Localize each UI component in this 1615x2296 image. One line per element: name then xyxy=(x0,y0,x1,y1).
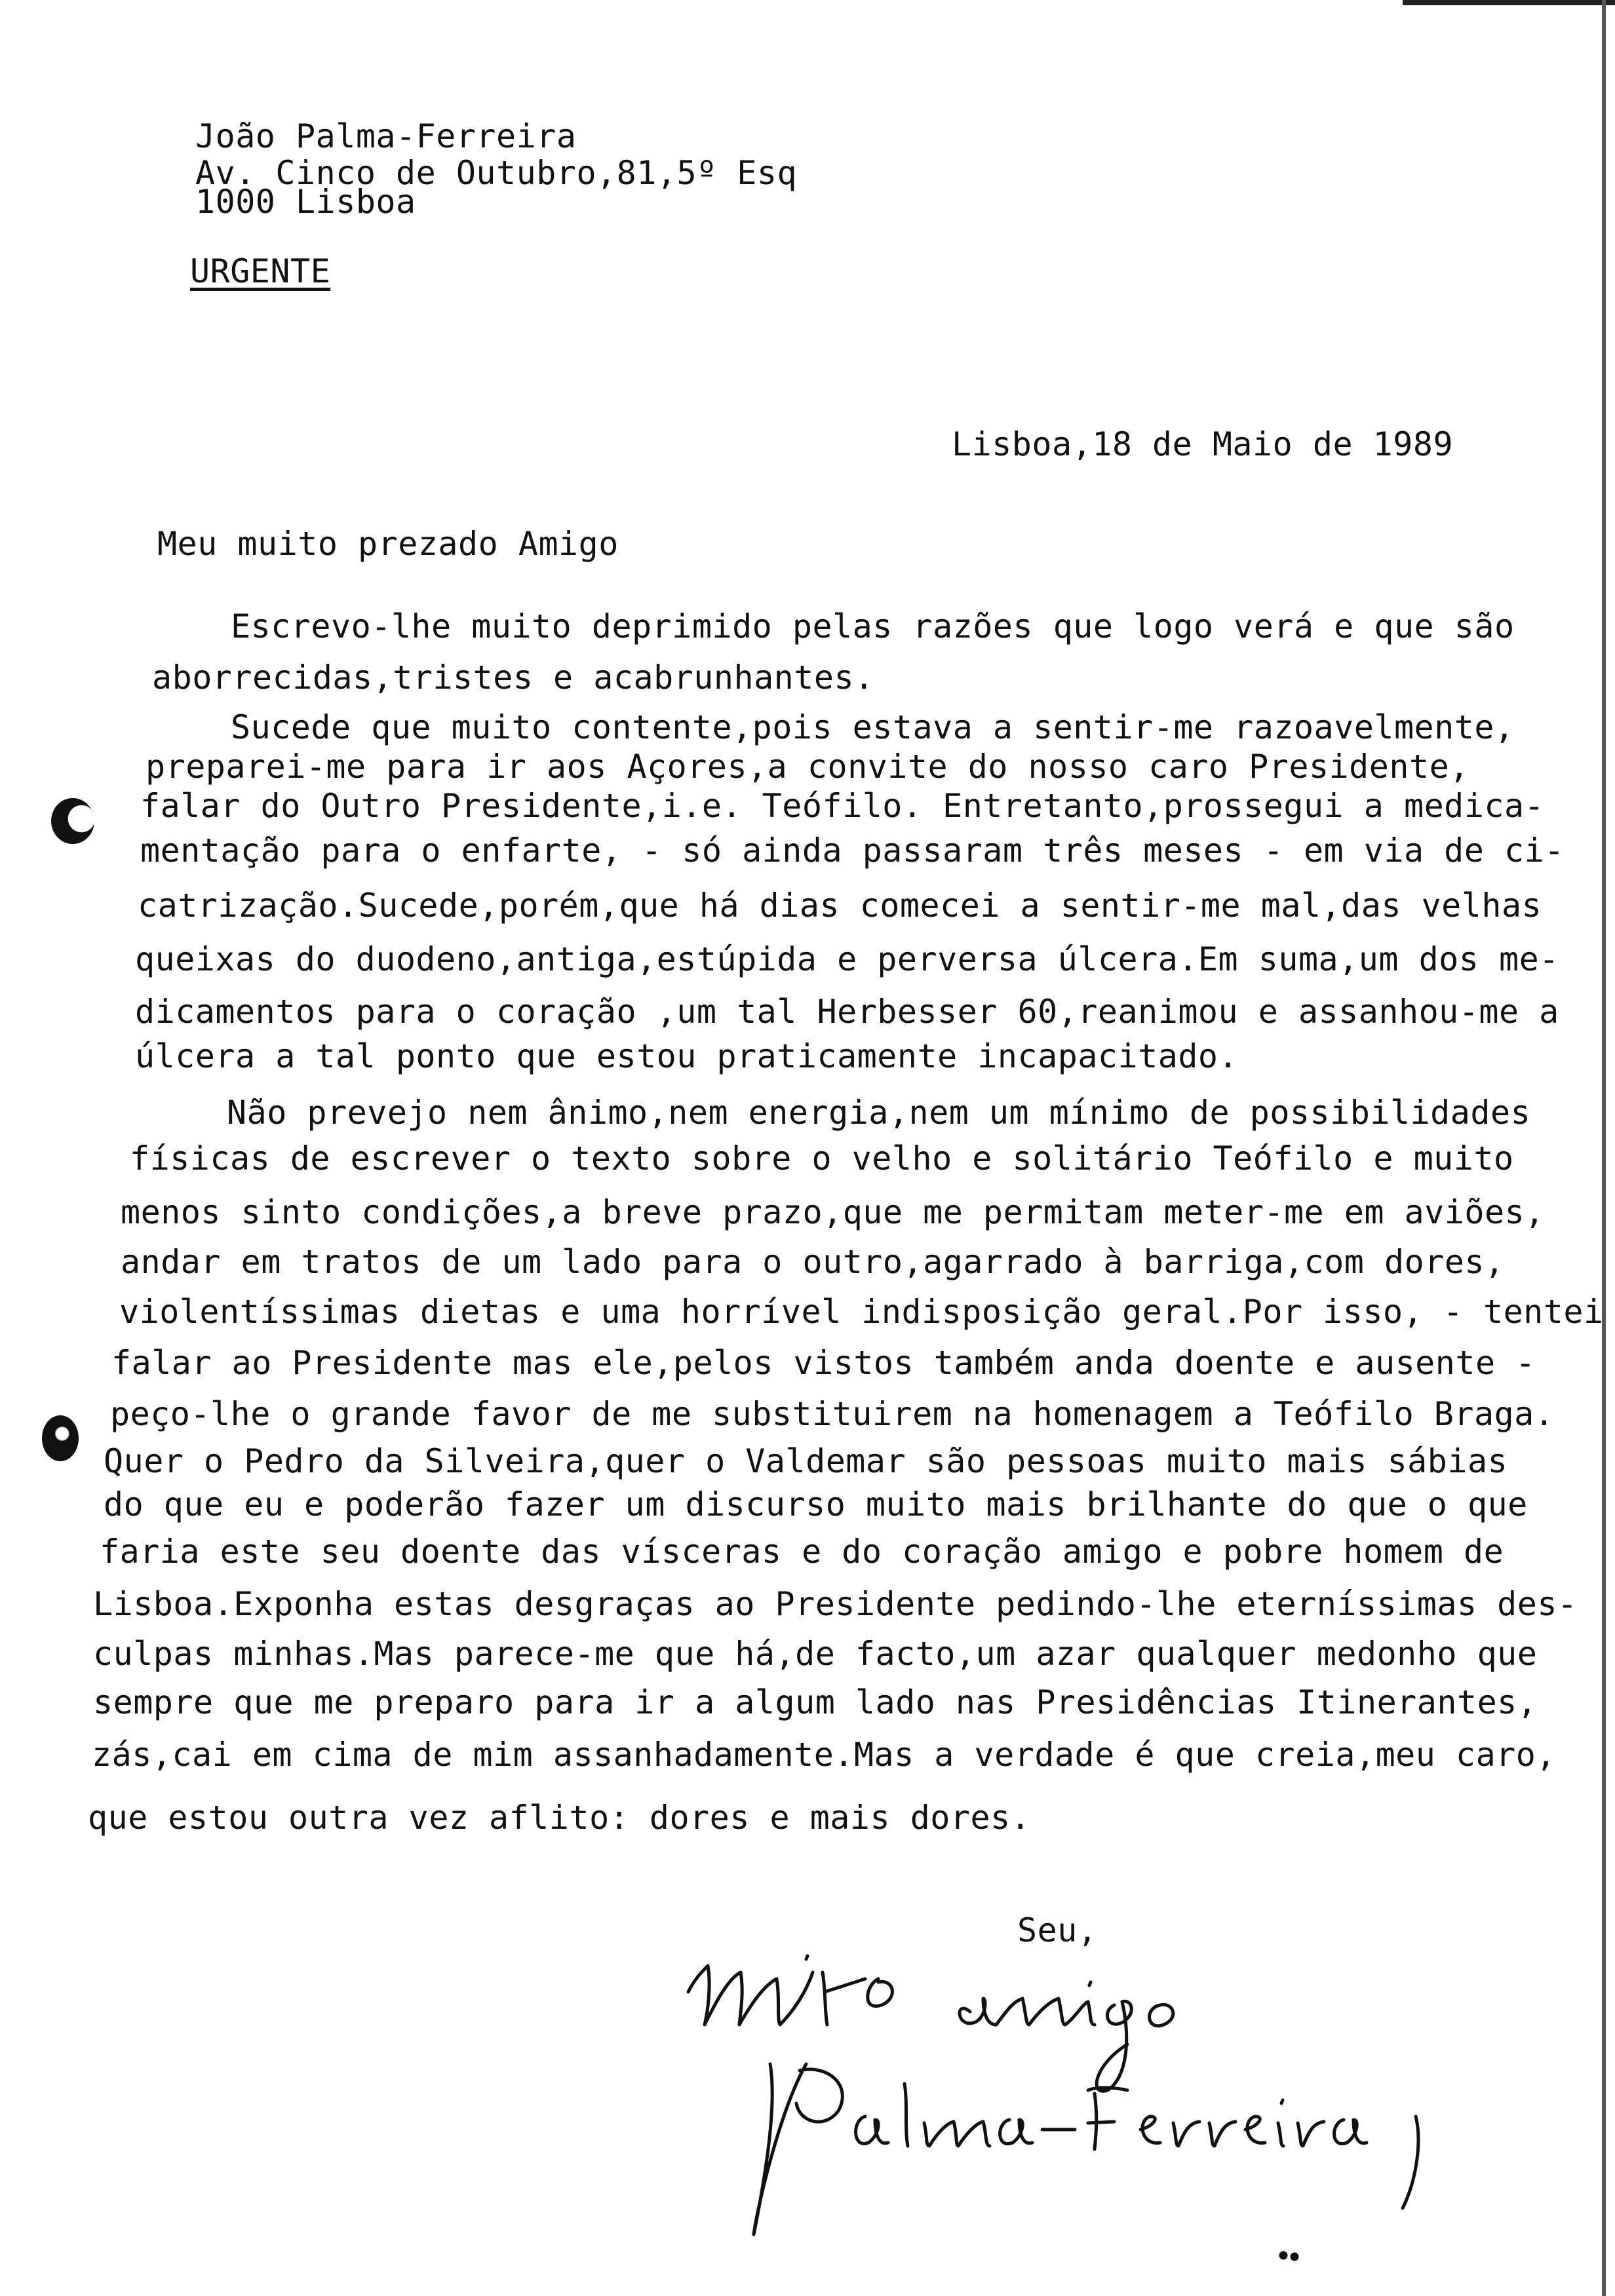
body-line: zás,cai em cima de mim assanhadamente.Mas a verdade é que creia,meu caro, xyxy=(92,1736,1556,1774)
body-line: menos sinto condições,a breve prazo,que me permitam meter-me em aviões, xyxy=(121,1193,1545,1231)
body-line: faria este seu doente das vísceras e do coração amigo e pobre homem de xyxy=(100,1533,1504,1571)
sender-address-line2: 1000 Lisboa xyxy=(195,183,416,221)
body-line: falar ao Presidente mas ele,pelos vistos também anda doente e ausente - xyxy=(111,1344,1536,1382)
body-line: andar em tratos de um lado para o outro,agarrado à barriga,com dores, xyxy=(121,1243,1505,1281)
body-line: Quer o Pedro da Silveira,quer o Valdemar são pessoas muito mais sábias xyxy=(104,1442,1508,1480)
letter-date: Lisboa,18 de Maio de 1989 xyxy=(952,425,1454,463)
body-line: que estou outra vez aflito: dores e mais dores. xyxy=(88,1799,1031,1837)
urgent-marker: URGENTE xyxy=(190,252,331,290)
body-line: do que eu e poderão fazer um discurso muito mais brilhante do que o que xyxy=(104,1485,1528,1523)
body-line: dicamentos para o coração ,um tal Herbesser 60,reanimou e assanhou-me a xyxy=(135,993,1559,1031)
body-line: mentação para o enfarte, - só ainda passaram três meses - em via de ci- xyxy=(140,832,1565,870)
scan-edge-right xyxy=(1602,0,1606,2296)
body-line: violentíssimas dietas e uma horrível indisposição geral.Por isso, - tentei xyxy=(119,1293,1604,1331)
body-line: queixas do duodeno,antiga,estúpida e perversa úlcera.Em suma,um dos me- xyxy=(135,940,1559,978)
body-line: Lisboa.Exponha estas desgraças ao Presidente pedindo-lhe eterníssimas des- xyxy=(93,1585,1578,1623)
body-line: úlcera a tal ponto que estou praticamente incapacitado. xyxy=(135,1037,1239,1075)
body-line: sempre que me preparo para ir a algum lado nas Presidências Itinerantes, xyxy=(93,1683,1538,1721)
body-line: Sucede que muito contente,pois estava a sentir-me razoavelmente, xyxy=(231,708,1515,746)
body-line: físicas de escrever o texto sobre o velho e solitário Teófilo e muito xyxy=(130,1139,1514,1177)
body-line: peço-lhe o grande favor de me substituirem na homenagem a Teófilo Braga. xyxy=(110,1395,1555,1433)
scan-edge-top xyxy=(1403,0,1615,5)
punch-hole-icon xyxy=(51,798,94,844)
sender-name: João Palma-Ferreira xyxy=(195,117,577,155)
body-line: preparei-me para ir aos Açores,a convite do nosso caro Presidente, xyxy=(146,748,1469,786)
body-line: falar do Outro Presidente,i.e. Teófilo. Entretanto,prossegui a medica- xyxy=(140,787,1545,825)
handwritten-signature xyxy=(655,1933,1573,2274)
closing: Seu, xyxy=(1017,1911,1098,1949)
body-line: catrização.Sucede,porém,que há dias comecei a sentir-me mal,das velhas xyxy=(138,887,1542,925)
punch-hole-icon xyxy=(42,1415,79,1461)
body-line: culpas minhas.Mas parece-me que há,de facto,um azar qualquer medonho que xyxy=(93,1635,1538,1673)
body-line: Escrevo-lhe muito deprimido pelas razões que logo verá e que são xyxy=(231,607,1515,645)
salutation: Meu muito prezado Amigo xyxy=(157,525,619,563)
body-line: Não prevejo nem ânimo,nem energia,nem um mínimo de possibilidades xyxy=(227,1094,1531,1132)
body-line: aborrecidas,tristes e acabrunhantes. xyxy=(152,659,874,697)
sender-address-line1: Av. Cinco de Outubro,81,5º Esq xyxy=(195,154,798,192)
